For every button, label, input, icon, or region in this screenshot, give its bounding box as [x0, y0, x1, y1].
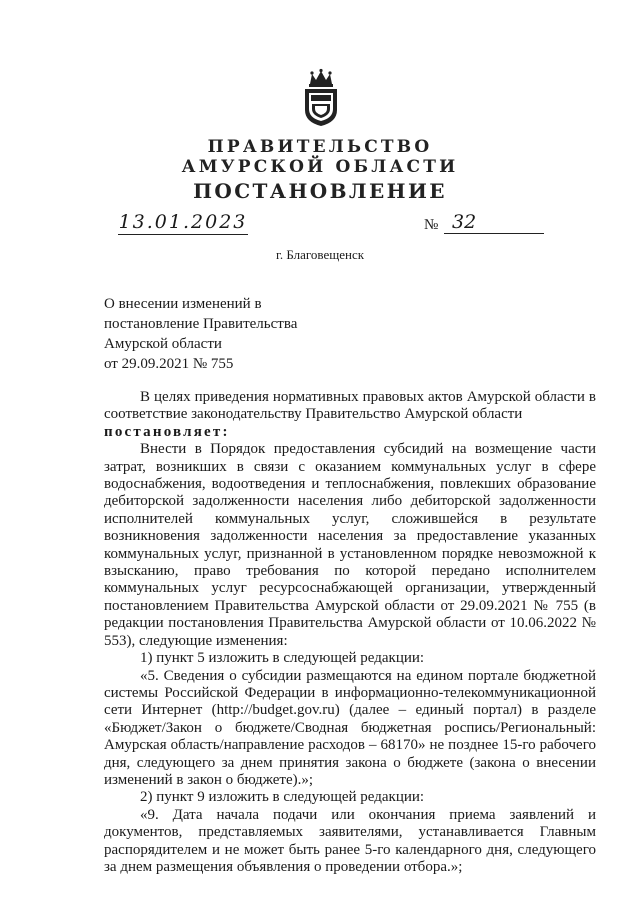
- document-number: 32: [444, 212, 544, 234]
- document-date: 13.01.2023: [118, 211, 248, 233]
- title-line: Амурской области: [104, 336, 222, 352]
- title-line: от 29.09.2021 № 755: [104, 356, 234, 372]
- title-line: О внесении изменений в: [104, 296, 262, 312]
- city: г. Благовещенск: [275, 247, 365, 262]
- body-paragraph: «5. Сведения о субсидии размещаются на едином портале бюджетной системы Российской Федерации в информационно-телекоммуникационной сети Интернет (http://budget.gov.ru) (далее – единый портал) в разделе «Бюджет/Закон о бюджете/Сводная бюджетная роспись/Региональный: Амурская область/направление расходов – 68170» не позднее 15-го рабочего дня, следующего за днем принятия закона о бюджете (закона о внесении изменений в закон о бюджете).»;: [104, 667, 596, 788]
- body-paragraph: «9. Дата начала подачи или окончания приема заявлений и документов, представляемых заявителями, устанавливается Главным распорядителем и не может быть ранее 5-го календарного дня, следующего за днем размещения объявления о проведении отбора.»;: [104, 806, 596, 875]
- document-type: ПОСТАНОВЛЕНИЕ: [193, 179, 447, 203]
- preamble: В целях приведения нормативных правовых актов Амурской области в соответствие законодательству Правительство Амурской области: [104, 389, 596, 423]
- title-line: постановление Правительства: [104, 316, 298, 332]
- body-paragraph: Внести в Порядок предоставления субсидий на возмещение части затрат, возникших в связи с оказанием коммунальных услуг в сфере водоснабжения, водоотведения и теплоснабжения, повлекших образование дебиторской задолженности населения либо дебиторской задолженности исполнителей коммунальных услуг, сложившейся в результате возникновения задолженности населения за предоставление указанных коммунальных услуг, признанной в установленном порядке невозможной к взысканию, право требования по которой передано исполнителем коммунальных услуг ресурсоснабжающей организации, утвержденный постановлением Правительства Амурской области от 29.09.2021 № 755 (в редакции постановления Правительства Амурской области от 10.06.2022 № 553), следующие изменения:: [104, 441, 596, 649]
- government-name-line2: АМУРСКОЙ ОБЛАСТИ: [181, 157, 459, 177]
- government-name-line1: ПРАВИТЕЛЬСТВО: [207, 137, 433, 157]
- postanovlyaet-line: [104, 424, 596, 441]
- body-paragraph: 1) пункт 5 изложить в следующей редакции:: [140, 650, 425, 667]
- number-sign: №: [424, 217, 439, 233]
- body-paragraph: 2) пункт 9 изложить в следующей редакции:: [140, 789, 425, 806]
- postanovlyaet: постановляет:: [104, 423, 230, 440]
- document-title: [104, 294, 384, 374]
- document-body: [104, 389, 596, 876]
- coat-of-arms-icon: [301, 68, 341, 128]
